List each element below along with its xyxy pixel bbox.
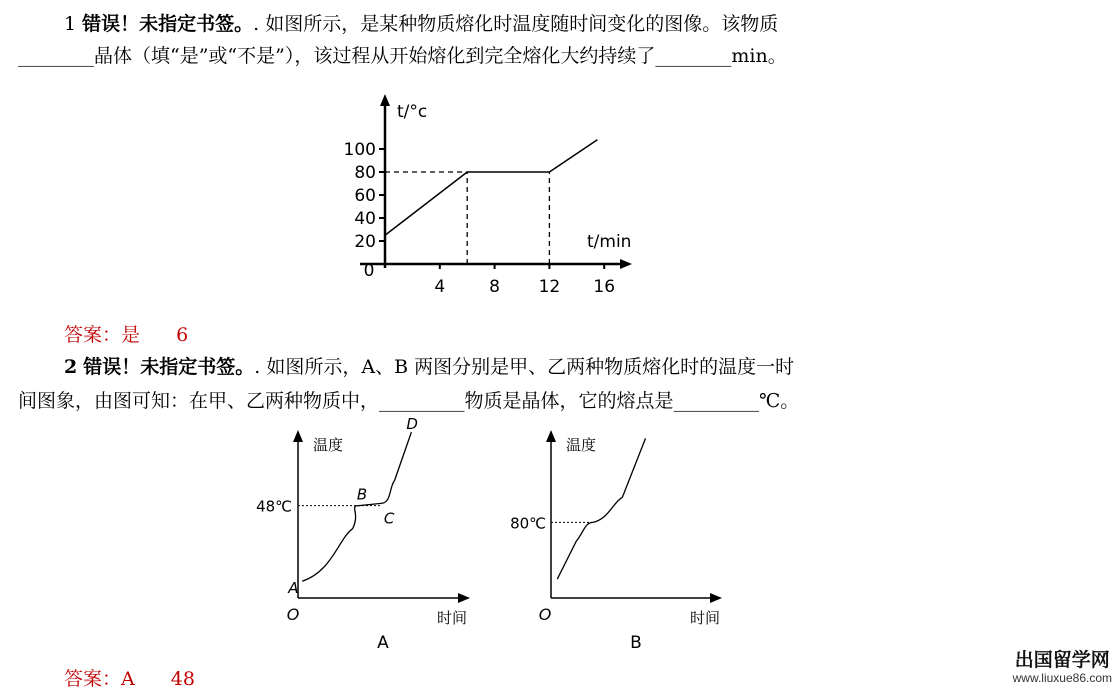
watermark-url: www.liuxue86.com <box>1012 671 1112 685</box>
chart1-y-tick-label-80: 80 <box>354 163 376 183</box>
q2-answer <box>64 664 195 691</box>
q2-answer-2: 48 <box>170 668 195 690</box>
chart1-x-tick-label-16: 16 <box>593 277 616 297</box>
chartB-series-curve <box>557 438 645 579</box>
chart1-origin: 0 <box>363 261 375 281</box>
q2-blank-2: _________ <box>673 390 760 412</box>
q2-answer-1: A <box>121 668 135 690</box>
chart1-x-label: t/min <box>587 232 632 252</box>
chartA-point-c: C <box>383 509 395 528</box>
chartA-point-b: B <box>356 485 368 504</box>
chart1-y-tick-label-60: 60 <box>354 186 376 206</box>
q1-number: 1 <box>64 13 77 35</box>
q2-text-1: . 如图所示，A、B 两图分别是甲、乙两种物质熔化时的温度一时 <box>254 356 795 378</box>
chartB-x-arrow <box>710 593 722 603</box>
chartA-origin: O <box>286 605 300 624</box>
q1-text-2: 晶体（填“是”或“不是”），该过程从开始熔化到完全熔化大约持续了 <box>94 45 656 67</box>
q1-text-1: . 如图所示，是某种物质熔化时温度随时间变化的图像。该物质 <box>253 13 779 35</box>
q1-text-3: min。 <box>731 45 787 67</box>
chart1-x-tick-label-4: 4 <box>434 277 446 297</box>
chartB-x-label: 时间 <box>690 609 721 627</box>
chartA-melt-label: 48℃ <box>256 497 292 516</box>
chartA-point-d: D <box>406 415 418 434</box>
chartA-title: A <box>377 633 389 653</box>
q1-answer-1: 是 <box>121 324 141 346</box>
chart1-y-tick-label-100: 100 <box>343 140 376 160</box>
q2-number: 2 <box>64 356 78 378</box>
chart1-x-tick-label-12: 12 <box>538 277 561 297</box>
chartB-y-label: 温度 <box>566 436 597 454</box>
chart1-y-tick-label-40: 40 <box>354 209 376 229</box>
chartA-x-label: 时间 <box>437 609 468 627</box>
chart1-x-tick-label-8: 8 <box>489 277 501 297</box>
q2-text-3: 物质是晶体，它的熔点是 <box>464 390 674 412</box>
chartB-mark-label: 80℃ <box>510 514 546 533</box>
chartA-point-a: A <box>288 579 299 598</box>
q1-error-text: 错误！未指定书签。 <box>82 13 254 35</box>
chartB-y-arrow <box>546 430 556 442</box>
q1-answer-2: 6 <box>176 324 189 346</box>
chart1-y-label: t/°c <box>397 102 428 122</box>
q2-blank-1: _________ <box>379 390 465 412</box>
watermark-title: 出国留学网 <box>1014 649 1110 671</box>
q1-answer-label: 答案： <box>64 324 122 346</box>
q1-blank-2: ________ <box>655 45 732 67</box>
chart1-y-tick-label-20: 20 <box>354 232 376 252</box>
chartB-origin: O <box>538 605 552 624</box>
chartB-title: B <box>630 633 642 653</box>
watermark <box>1013 649 1112 685</box>
q2-text-2: 间图象，由图可知：在甲、乙两种物质中， <box>18 390 380 412</box>
q2-text-4: ℃。 <box>759 390 800 412</box>
q2-error-text: 错误！未指定书签。 <box>83 356 255 378</box>
q2-answer-label: 答案： <box>64 668 122 690</box>
chartA-y-label: 温度 <box>313 436 344 454</box>
q1-blank-1: ________ <box>18 45 94 67</box>
